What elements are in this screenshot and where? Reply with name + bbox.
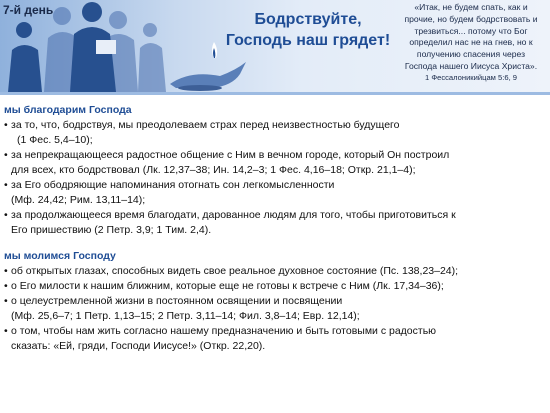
list-item: • об открытых глазах, способных видеть свое реальное духовное состояние (Пс. 138,23–24); [4, 265, 459, 277]
quote-line: прочие, но будем бодрствовать и [404, 13, 538, 24]
section-title-prayer: мы молимся Господу [4, 250, 116, 262]
prayer-list [4, 264, 548, 354]
quote-line: Господа нашего Иисуса Христа». [404, 60, 538, 71]
bullet-icon: • [4, 119, 8, 131]
scripture-quote [396, 2, 546, 83]
bullet-icon: • [4, 325, 8, 337]
bullet-icon: • [4, 265, 8, 277]
title-line: Бодрствуйте, [254, 11, 362, 28]
thanks-list [4, 118, 548, 238]
quote-line: получению спасения через [416, 49, 526, 60]
bullet-icon: • [4, 280, 8, 292]
main-content [4, 103, 548, 354]
page-title [222, 9, 394, 51]
list-item: • за непрекращающееся радостное общение с Ним в вечном городе, который Он построил для всех, кто бодрствовал (Лк. 12,37–38; Ин. 14,2–3; 1 Фес. 4,16–18; Откр. 21,1–4); [4, 149, 450, 176]
quote-line: определил нас не на гнев, но к [409, 37, 533, 48]
bullet-icon: • [4, 295, 8, 307]
quote-reference: 1 Фессалоникийцам 5:6, 9 [424, 72, 518, 82]
quote-line: «Итак, не будем спать, как и [414, 2, 528, 12]
list-item: • за продолжающееся время благодати, дарованное людям для того, чтобы приготовиться к Его пришествию (2 Петр. 3,9; 1 Тим. 2,4). [4, 209, 456, 236]
section-title-thanks: мы благодарим Господа [4, 104, 132, 116]
list-item: • о целеустремленной жизни в постоянном освящении и посвящении (Мф. 25,6–7; 1 Петр. 1,13–15; 2 Петр. 3,11–14; Фил. 3,8–14; Евр. 12,14); [4, 295, 360, 322]
list-item: • за Его ободряющие напоминания отогнать сон легкомысленности (Мф. 24,42; Рим. 13,11–14); [4, 179, 335, 206]
list-item: • о Его милости к нашим ближним, которые еще не готовы к встрече с Ним (Лк. 17,34–36); [4, 280, 444, 292]
title-line: Господь наш грядет! [225, 32, 391, 49]
list-item: • за то, что, бодрствуя, мы преодолеваем страх перед неизвестностью будущего (1 Фес. 5,4–10); [4, 119, 400, 146]
list-item: • о том, чтобы нам жить согласно нашему предназначению и быть готовыми с радостью сказать: «Ей, гряди, Господи Иисусе!» (Откр. 22,20). [4, 325, 437, 352]
header-banner [0, 0, 550, 92]
bullet-icon: • [4, 179, 8, 191]
day-label: 7-й день [3, 3, 54, 17]
header-divider [0, 92, 550, 95]
bullet-icon: • [4, 209, 8, 221]
bullet-icon: • [4, 149, 8, 161]
quote-line: трезвиться... потому что Бог [414, 25, 528, 36]
